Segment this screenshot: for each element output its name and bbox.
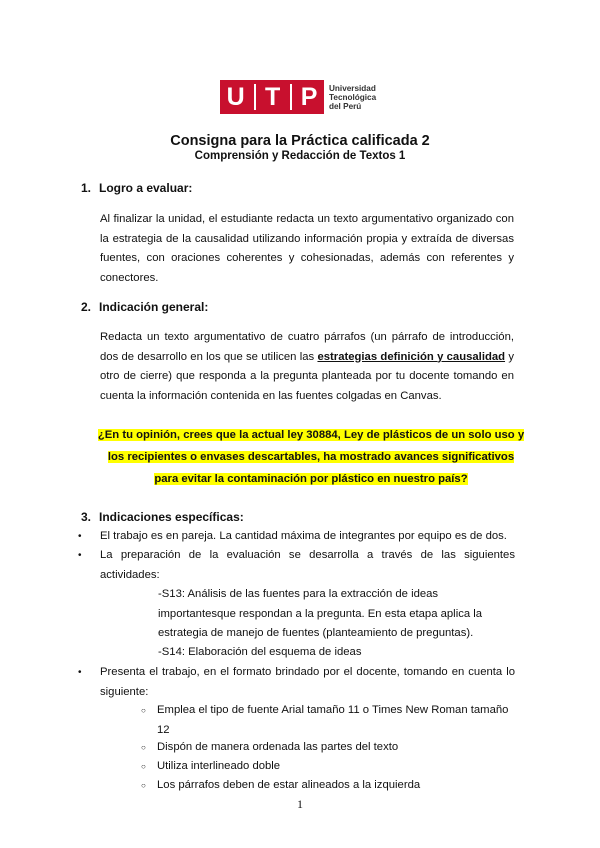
utp-logo-mark	[220, 80, 324, 114]
circle-bullet-icon: ○	[141, 706, 146, 715]
section-number: 2.	[81, 300, 92, 314]
highlighted-question	[96, 424, 526, 490]
section-3-heading	[81, 510, 244, 524]
section-2-paragraph	[100, 328, 514, 406]
activity-item: -S14: Elaboración del esquema de ideas	[158, 646, 362, 658]
bullet-icon: •	[78, 531, 82, 542]
question-text: ¿En tu opinión, crees que la actual ley 30884, Ley de plásticos de un solo uso y los recipientes o envases descartables, ha mostrado avances significativos para evitar la contaminación por plástico en nuestro país?	[97, 429, 525, 485]
bullet-text: Presenta el trabajo, en el formato brindado por el docente, tomando en cuenta lo siguiente:	[100, 666, 515, 698]
logo-wordmark	[329, 84, 376, 111]
section-heading-text: Indicaciones específicas:	[99, 510, 244, 524]
format-item	[141, 701, 515, 740]
page-number: 1	[297, 797, 303, 811]
bullet-text: El trabajo es en pareja. La cantidad máxima de integrantes por equipo es de dos.	[100, 530, 507, 542]
section-heading-text: Indicación general:	[99, 300, 209, 314]
logo-separator	[290, 84, 292, 110]
format-item	[141, 776, 515, 796]
bullet-item	[78, 663, 515, 702]
logo-letter-t: T	[265, 82, 281, 111]
section-heading-text: Logro a evaluar:	[99, 181, 193, 195]
bullet-item	[78, 527, 515, 547]
circle-bullet-icon: ○	[141, 762, 146, 771]
bullet-text: La preparación de la evaluación se desarrolla a través de las siguientes actividades:	[100, 549, 515, 581]
paragraph-text: Redacta un texto argumentativo de cuatro párrafos (un párrafo de introducción, dos de desarrollo en los que se utilicen las	[100, 331, 514, 363]
emphasized-strategies: estrategias definición y causalidad	[317, 350, 506, 363]
format-text: Dispón de manera ordenada las partes del texto	[157, 741, 399, 753]
bullet-icon: •	[78, 667, 82, 678]
section-1-paragraph: Al finalizar la unidad, el estudiante redacta un texto argumentativo organizado con la estrategia de la causalidad utilizando información propia y extraída de diversas fuentes, con oraciones coherentes y cohesionadas, además con referentes y conectores.	[100, 213, 514, 284]
format-text: Utiliza interlineado doble	[157, 760, 281, 772]
logo-line-1: Universidad	[329, 83, 376, 93]
document-title: Consigna para la Práctica calificada 2	[170, 133, 430, 149]
logo-letter-u: U	[226, 82, 245, 111]
activity-item: -S13: Análisis de las fuentes para la extracción de ideas importantesque respondan a la pregunta. En esta etapa aplica la estrategia de manejo de fuentes (planteamiento de preguntas).	[158, 588, 483, 639]
logo-letter-p: P	[300, 82, 318, 111]
paragraph-text: y otro de cierre) que responda a la pregunta planteada por tu docente tomando en cuenta la información contenida en las fuentes colgadas en Canvas.	[100, 350, 514, 402]
circle-bullet-icon: ○	[141, 781, 146, 790]
utp-logo	[220, 80, 376, 114]
logo-line-3: del Perú	[329, 101, 362, 111]
section-2-heading	[81, 300, 208, 314]
format-item	[141, 738, 515, 758]
section-number: 1.	[81, 181, 92, 195]
document-subtitle: Comprensión y Redacción de Textos 1	[194, 150, 406, 162]
logo-line-2: Tecnológica	[329, 92, 377, 102]
format-item	[141, 757, 515, 777]
section-number: 3.	[81, 510, 92, 524]
logo-separator	[254, 84, 256, 110]
section-1-heading	[81, 181, 192, 195]
bullet-icon: •	[78, 550, 82, 561]
bullet-item	[78, 546, 515, 585]
format-text: Los párrafos deben de estar alineados a la izquierda	[157, 779, 421, 791]
circle-bullet-icon: ○	[141, 743, 146, 752]
format-text: Emplea el tipo de fuente Arial tamaño 11 o Times New Roman tamaño 12	[157, 704, 509, 736]
